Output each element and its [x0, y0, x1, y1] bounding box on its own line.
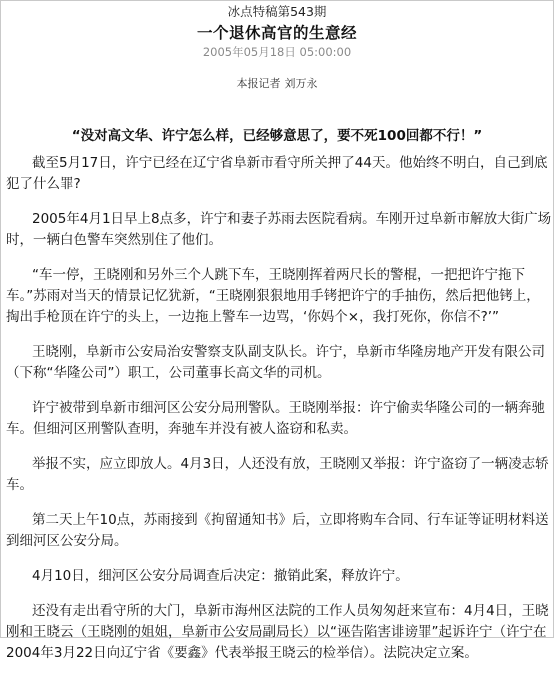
article-header: [1, 4, 553, 91]
paragraph: 2005年4月1日早上8点多，许宁和妻子苏雨去医院看病。车刚开过阜新市解放大街广场时，一辆白色警车突然别住了他们。: [6, 211, 552, 248]
paragraph: 截至5月17日，许宁已经在辽宁省阜新市看守所关押了44天。他始终不明白，自己到底犯了什么罪?: [6, 155, 548, 192]
paragraph: 第二天上午10点，苏雨接到《拘留通知书》后，立即将购车合同、行车证等证明材料送到细河区公安分局。: [6, 512, 549, 549]
paragraph: 还没有走出看守所的大门，阜新市海州区法院的工作人员匆匆赶来宣布：4月4日，王晓刚和王晓云（王晓刚的姐姐，阜新市公安局副局长）以“诬告陷害诽谤罪”起诉许宁（许宁在2004年3月22日向辽宁省《要鑫》代表举报王晓云的检举信）。法院决定立案。: [6, 603, 549, 661]
issue-label: 冰点特稿第543期: [227, 4, 327, 19]
paragraph: “车一停，王晓刚和另外三个人跳下车，王晓刚挥着两尺长的警棍，一把把许宁拖下车。”苏雨对当天的情景记忆犹新，“王晓刚狠狠地用手铐把许宁的手抽伤，然后把他铐上，掏出手枪顶在许宁的头上，一边拖上警车一边骂，‘你妈个×，我打死你，你信不?’”: [6, 267, 540, 325]
pull-quote: “没对高文华、许宁怎么样，已经够意思了，要不死100回都不行！”: [71, 128, 483, 144]
paragraph: 举报不实，应立即放人。4月3日，人还没有放，王晓刚又举报：许宁盗窃了一辆凌志轿车。: [6, 456, 549, 493]
byline: [1, 76, 553, 91]
article-body: [6, 153, 552, 678]
byline-label: 本报记者: [236, 77, 281, 90]
publish-date: 2005年05月18日 05:00:00: [202, 45, 352, 59]
paragraph: 许宁被带到阜新市细河区公安分局刑警队。王晓刚举报：许宁偷卖华隆公司的一辆奔驰车。但细河区刑警队查明，奔驰车并没有被人盗窃和私卖。: [6, 400, 545, 437]
paragraph: 4月10日，细河区公安分局调查后决定：撤销此案，释放许宁。: [32, 568, 409, 584]
paragraph: 王晓刚，阜新市公安局治安警察支队副支队长。许宁，阜新市华隆房地产开发有限公司（下称“华隆公司”）职工，公司董事长高文华的司机。: [6, 344, 545, 381]
article-title: 一个退休高官的生意经: [196, 24, 357, 42]
byline-author: 刘万永: [284, 77, 318, 90]
